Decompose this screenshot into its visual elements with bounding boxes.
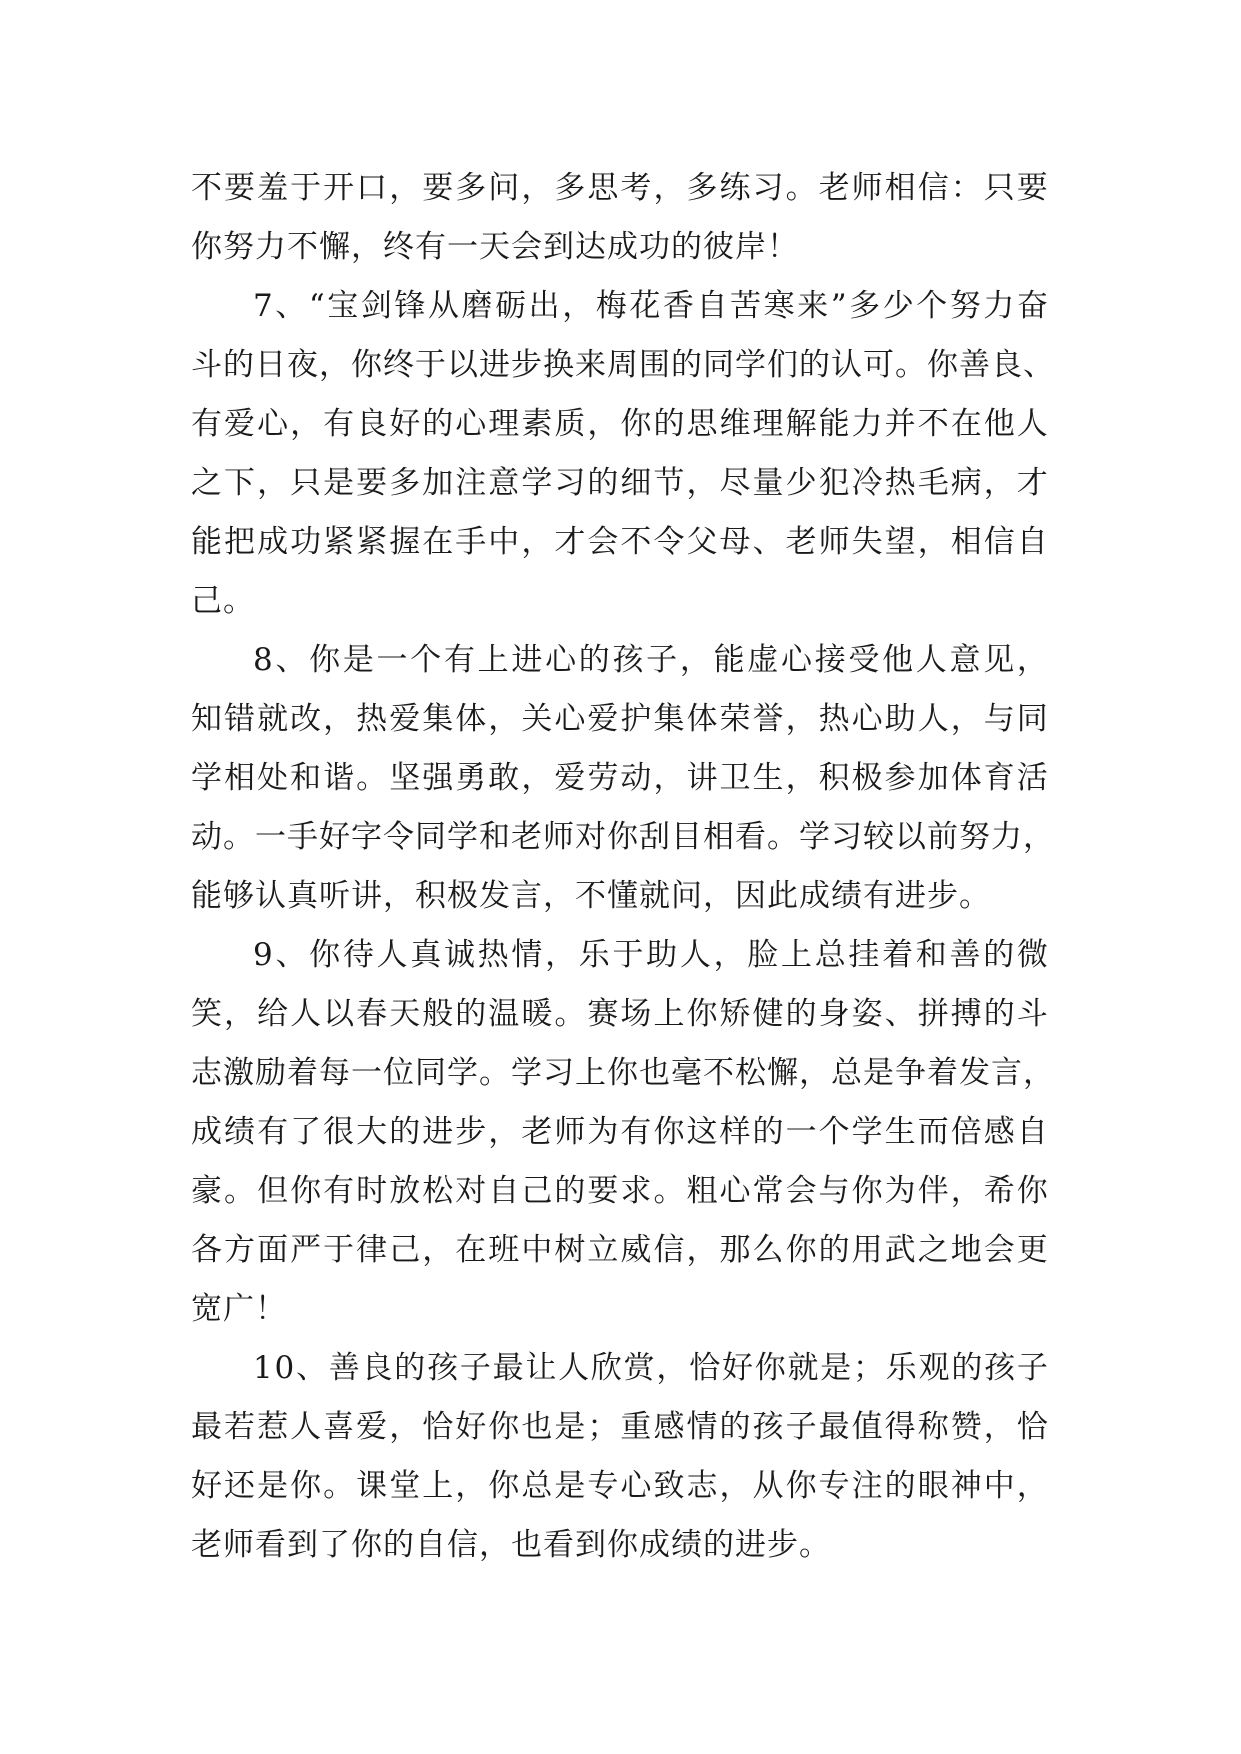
text-line: 老师看到了你的自信，也看到你成绩的进步。 <box>191 1527 831 1563</box>
text-line: 学 相 处 和 谐 。 坚 强 勇 敢 ， 爱 劳 动 ， 讲 卫 生 ， 积 极 参 加 体 育 活 <box>191 760 1049 796</box>
paragraph-first-line: 1 0 、 善 良 的 孩 子 最 让 人 欣 赏 ， 恰 好 你 就 是 ； 乐 观 的 孩 子 <box>253 1350 1049 1386</box>
text-line: 各 方 面 严 于 律 己 ， 在 班 中 树 立 威 信 ， 那 么 你 的 用 武 之 地 会 更 <box>191 1232 1049 1268</box>
text-line: 好 还 是 你 。 课 堂 上 ， 你 总 是 专 心 致 志 ， 从 你 专 注 的 眼 神 中 ， <box>191 1468 1049 1504</box>
text-line: 成 绩 有 了 很 大 的 进 步 ， 老 师 为 有 你 这 样 的 一 个 学 生 而 倍 感 自 <box>191 1114 1049 1150</box>
paragraph-first-line: 7 、 “ 宝 剑 锋 从 磨 砺 出 ， 梅 花 香 自 苦 寒 来 ” 多 少 个 努 力 奋 <box>253 288 1049 324</box>
text-line: 志 激 励 着 每 一 位 同 学 。 学 习 上 你 也 毫 不 松 懈 ， 总 是 争 着 发 言 ， <box>191 1055 1055 1091</box>
text-line: 之 下 ， 只 是 要 多 加 注 意 学 习 的 细 节 ， 尽 量 少 犯 冷 热 毛 病 ， 才 <box>191 465 1049 501</box>
text-line: 己。 <box>191 583 255 619</box>
text-line: 最 若 惹 人 喜 爱 ， 恰 好 你 也 是 ； 重 感 情 的 孩 子 最 值 得 称 赞 ， 恰 <box>191 1409 1049 1445</box>
text-line: 有 爱 心 ， 有 良 好 的 心 理 素 质 ， 你 的 思 维 理 解 能 力 并 不 在 他 人 <box>191 406 1049 442</box>
text-line: 笑 ， 给 人 以 春 天 般 的 温 暖 。 赛 场 上 你 矫 健 的 身 姿 、 拼 搏 的 斗 <box>191 996 1049 1032</box>
text-line: 斗 的 日 夜 ， 你 终 于 以 进 步 换 来 周 围 的 同 学 们 的 认 可 。 你 善 良 、 <box>191 347 1055 383</box>
text-line: 不 要 羞 于 开 口 ， 要 多 问 ， 多 思 考 ， 多 练 习 。 老 师 相 信 ： 只 要 <box>191 170 1049 206</box>
text-line: 你努力不懈，终有一天会到达成功的彼岸！ <box>191 229 799 265</box>
paragraph-first-line: 9 、 你 待 人 真 诚 热 情 ， 乐 于 助 人 ， 脸 上 总 挂 着 和 善 的 微 <box>253 937 1049 973</box>
body-text <box>191 159 1055 1575</box>
text-line: 宽广！ <box>191 1291 287 1327</box>
text-line: 能 把 成 功 紧 紧 握 在 手 中 ， 才 会 不 令 父 母 、 老 师 失 望 ， 相 信 自 <box>191 524 1049 560</box>
paragraph-first-line: 8 、 你 是 一 个 有 上 进 心 的 孩 子 ， 能 虚 心 接 受 他 人 意 见 ， <box>253 642 1049 678</box>
text-line: 知 错 就 改 ， 热 爱 集 体 ， 关 心 爱 护 集 体 荣 誉 ， 热 心 助 人 ， 与 同 <box>191 701 1049 737</box>
text-line: 动 。 一 手 好 字 令 同 学 和 老 师 对 你 刮 目 相 看 。 学 习 较 以 前 努 力 ， <box>191 819 1055 855</box>
text-line: 豪 。 但 你 有 时 放 松 对 自 己 的 要 求 。 粗 心 常 会 与 你 为 伴 ， 希 你 <box>191 1173 1049 1209</box>
text-line: 能够认真听讲，积极发言，不懂就问，因此成绩有进步。 <box>191 878 991 914</box>
